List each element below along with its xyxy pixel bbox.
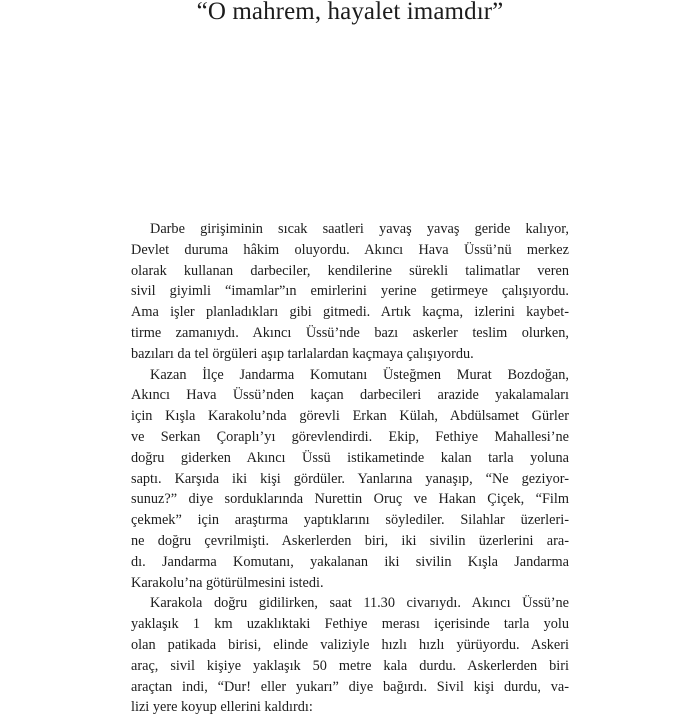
text-line: araçtan indi, “Dur! eller yukarı” diye bağırdı. Sivil kişi durdu, va-: [131, 678, 569, 695]
chapter-title: “O mahrem, hayalet imamdır”: [196, 0, 504, 25]
text-line: ne doğru çevrilmişti. Askerlerden biri, iki sivilin üzerlerini ara-: [131, 532, 569, 549]
text-line: Karakolu’na götürülmesini istedi.: [131, 574, 324, 591]
text-line: yaklaşık 1 km uzaklıktaki Fethiye merası içerisinde tarla yolu: [131, 616, 569, 633]
text-line: Darbe girişiminin sıcak saatleri yavaş yavaş geride kalıyor,: [150, 221, 569, 237]
text-line: araç, sivil kişiye yaklaşık 50 metre kala durdu. Askerlerden biri: [131, 657, 569, 674]
text-line: için Kışla Karakolu’nda görevli Erkan Külah, Abdülsamet Gürler: [131, 408, 569, 425]
text-line: Karakola doğru gidilirken, saat 11.30 civarıydı. Akıncı Üssü’ne: [150, 595, 569, 612]
text-line: olan patikada birisi, elinde valiziyle hızlı hızlı yürüyordu. Askeri: [131, 636, 569, 653]
text-line: Akıncı Hava Üssü’nden kaçan darbecileri arazide yakalamaları: [131, 387, 569, 404]
text-line: ve Serkan Çoraplı’yı görevlendirdi. Ekip, Fethiye Mahallesi’ne: [131, 428, 569, 445]
text-line: dı. Jandarma Komutanı, yakalanan iki sivilin Kışla Jandarma: [131, 553, 569, 570]
text-line: olarak kullanan darbeciler, kendilerine sürekli talimatlar veren: [131, 262, 569, 279]
paragraph-2: [131, 365, 569, 594]
body-text: [131, 219, 569, 718]
text-line: Ama işler planladıkları gibi gitmedi. Artık kaçma, izlerini kaybet-: [131, 304, 569, 321]
text-line: Kazan İlçe Jandarma Komutanı Üsteğmen Murat Bozdoğan,: [150, 366, 569, 383]
text-line: doğru giderken Akıncı Üssü istikametinde kalan tarla yoluna: [131, 449, 569, 466]
text-line: sunuz?” diye sorduklarında Nurettin Oruç ve Hakan Çiçek, “Film: [131, 491, 569, 508]
text-line: sivil giyimli “imamlar”ın emirlerini yerine getirmeye çalışıyordu.: [131, 283, 569, 300]
text-line: Devlet duruma hâkim oluyordu. Akıncı Hava Üssü’nü merkez: [131, 241, 569, 258]
paragraph-3: [131, 593, 569, 718]
text-line: tirme zamanıydı. Akıncı Üssü’nde bazı askerler teslim olurken,: [131, 324, 569, 341]
text-line: saptı. Karşıda iki kişi gördüler. Yanlarına yanaşıp, “Ne geziyor-: [131, 470, 569, 487]
text-line: lizi yere koyup ellerini kaldırdı:: [131, 699, 313, 716]
text-line: bazıları da tel örgüleri aşıp tarlalardan kaçmaya çalışıyordu.: [131, 345, 474, 362]
text-line: çekmek” için araştırma yaptıklarını söylediler. Silahlar üzerleri-: [131, 512, 569, 529]
paragraph-1: [131, 219, 569, 365]
